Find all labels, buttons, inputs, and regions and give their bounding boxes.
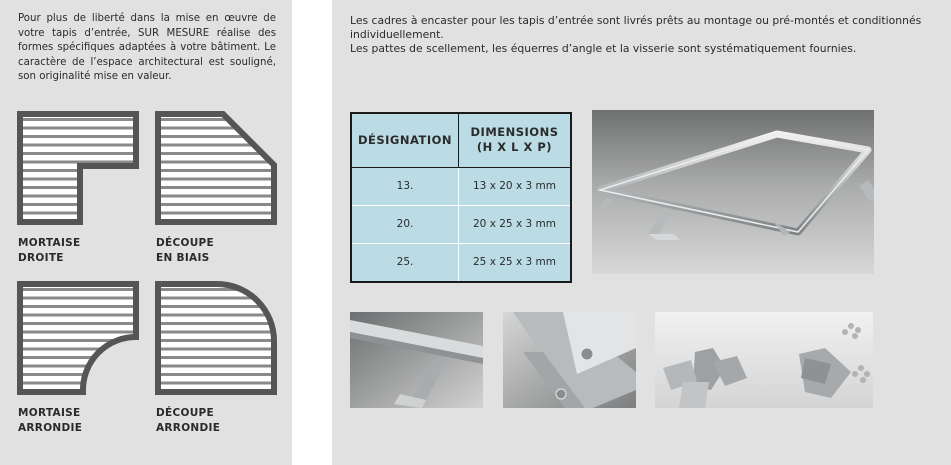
header-dimensions: DIMENSIONS (H X L X P)	[459, 113, 572, 167]
description-line-3: Les pattes de scellement, les équerres d’angle et la visserie sont systématiquement fournies.	[350, 42, 857, 56]
left-panel	[0, 0, 292, 465]
description-line-1: Les cadres à encaster pour les tapis d’entrée sont livrés prêts au montage ou pré-montés et conditionnés	[350, 14, 922, 27]
bevel-cut-icon	[155, 111, 275, 223]
caption-mortaise-arrondie: MORTAISE ARRONDIE	[18, 407, 83, 434]
table-row: 20. 20 x 25 x 3 mm	[351, 205, 571, 243]
notched-rectangle-icon	[17, 111, 137, 223]
right-panel	[332, 0, 951, 465]
rounded-notch-icon	[17, 281, 137, 393]
table-row: 25. 25 x 25 x 3 mm	[351, 243, 571, 282]
description-line-2: individuellement.	[350, 28, 444, 42]
brackets-and-screws-photo	[655, 312, 873, 408]
intro-paragraph: Pour plus de liberté dans la mise en œuvre de votre tapis d’entrée, SUR MESURE réalise des formes spécifiques adaptées à votre bâtiment. Le caractère de l’espace architectural est souligné, son originalité mise en valeur.	[18, 13, 276, 83]
dimensions-table	[350, 112, 572, 283]
frame-anchor-leg-photo	[350, 312, 483, 408]
rounded-corner-icon	[155, 281, 275, 393]
caption-decoupe-arrondie: DÉCOUPE ARRONDIE	[156, 407, 221, 434]
caption-mortaise-droite: MORTAISE DROITE	[18, 237, 81, 264]
header-designation: DÉSIGNATION	[351, 113, 459, 167]
product-description	[350, 14, 948, 57]
corner-bracket-screw-photo	[503, 312, 636, 408]
table-row: 13. 13 x 20 x 3 mm	[351, 167, 571, 205]
aluminium-frame-photo	[592, 110, 874, 274]
caption-decoupe-biais: DÉCOUPE EN BIAIS	[156, 237, 215, 264]
